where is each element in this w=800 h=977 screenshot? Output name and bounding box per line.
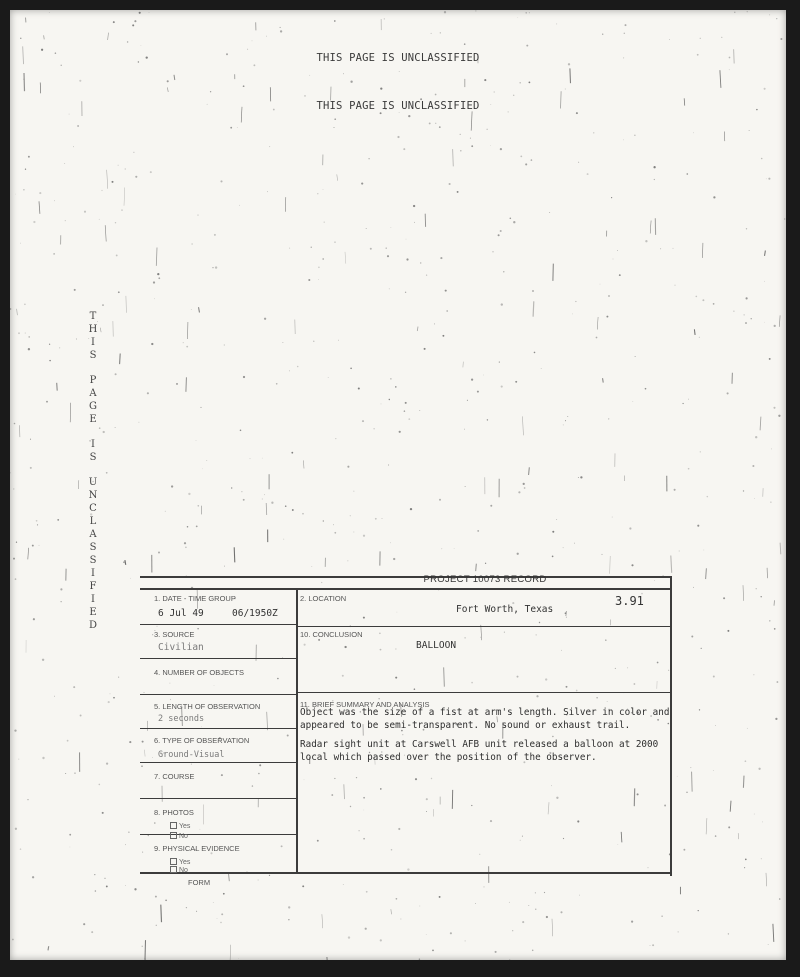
stamp-letter: I [91,337,95,348]
document-page [10,10,786,960]
stamp-letter: C [89,503,97,514]
record-number: 3.91 [615,594,644,608]
stamp-letter: E [89,607,97,618]
stamp-letter: F [89,581,97,592]
project-record-form [140,566,672,887]
source-label: 3. SOURCE [154,630,195,639]
course-label: 7. COURSE [154,772,195,781]
stamp-letter: I [91,594,95,605]
photos-yes-option: Yes [170,822,190,830]
summary-paragraph-2: Radar sight unit at Carswell AFB unit released a balloon at 2000 local which passed over the position of the observer. [300,739,659,763]
stamp-letter: S [89,350,97,361]
classification-header-1: THIS PAGE IS UNCLASSIFIED [316,52,480,64]
type-of-observation-label: 6. TYPE OF OBSERVATION [154,736,250,745]
stamp-letter: S [89,542,97,553]
number-of-objects-label: 4. NUMBER OF OBJECTS [154,668,245,677]
stamp-letter: I [91,439,95,450]
stamp-letter [86,426,100,438]
stamp-letter: E [89,414,97,425]
location-value: Fort Worth, Texas [456,604,554,615]
date-time-group-label: 1. DATE - TIME GROUP [154,594,236,603]
length-of-observation-label: 5. LENGTH OF OBSERVATION [154,702,261,711]
summary-text [300,706,675,770]
conclusion-value: BALLOON [416,640,457,651]
stamp-letter: S [89,555,97,566]
summary-label: 11. BRIEF SUMMARY AND ANALYSIS [300,700,430,709]
location-label: 2. LOCATION [300,594,347,603]
stamp-letter: A [89,388,97,399]
stamp-letter: T [89,311,97,322]
stamp-letter: L [89,516,97,527]
photos-no-option: No [170,832,188,840]
photos-label: 8. PHOTOS [154,808,194,817]
stamp-letter: D [88,620,98,631]
length-value: 2 seconds [158,714,205,724]
classification-header-2: THIS PAGE IS UNCLASSIFIED [316,100,480,112]
form-title: PROJECT 10073 RECORD [423,574,547,585]
time-value: 06/1950Z [232,608,278,619]
conclusion-label: 10. CONCLUSION [300,630,363,639]
stamp-letter [86,362,100,374]
stamp-letter: N [88,490,98,501]
stamp-letter: P [89,375,97,386]
stamp-letter: G [89,401,97,412]
date-value: 6 Jul 49 [158,608,204,619]
form-footer: FORM [188,878,211,887]
physical-evidence-label: 9. PHYSICAL EVIDENCE [154,844,240,853]
stamp-letter: U [88,477,98,488]
stamp-letter: S [89,452,97,463]
evidence-no-option: No [170,866,188,874]
summary-paragraph-1: Object was the size of a fist at arm's length. Silver in color and appeared to be semi-transparent. No sound or exhaust trail. [300,707,670,731]
source-value: Civilian [158,642,204,653]
stamp-letter: H [88,324,98,335]
stamp-letter: I [91,568,95,579]
evidence-yes-option: Yes [170,858,190,866]
stamp-letter: A [89,529,97,540]
vertical-classification-stamp [86,310,100,632]
type-value: Ground-Visual [158,750,225,760]
stamp-letter [86,464,100,476]
